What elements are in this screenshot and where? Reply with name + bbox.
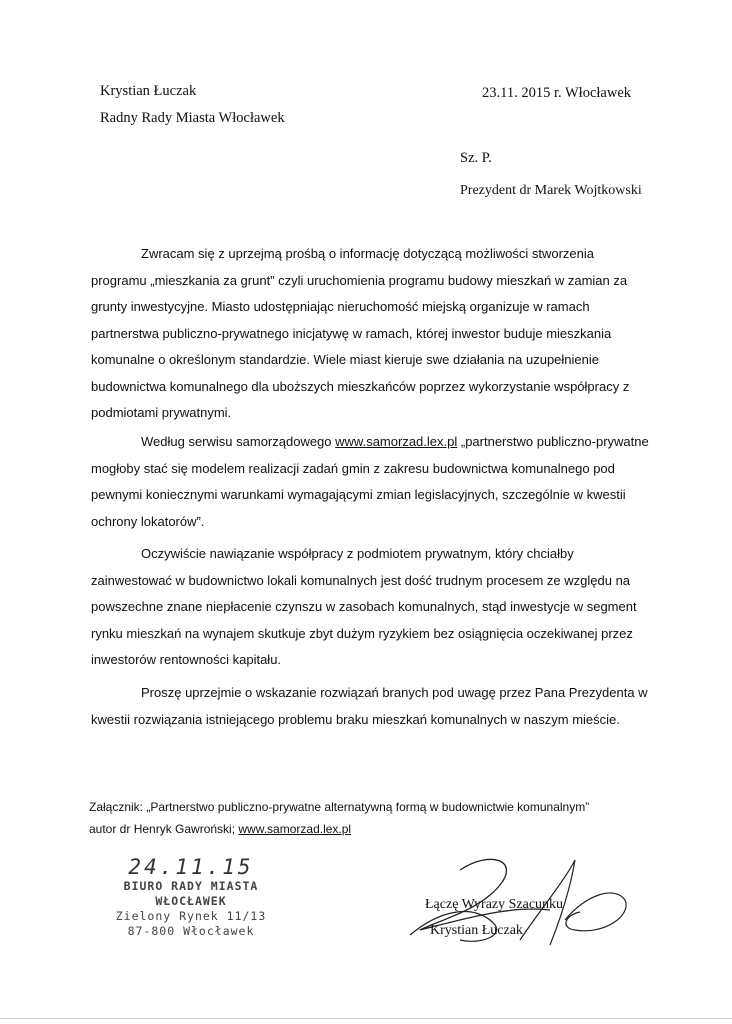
closing-name: Krystian Łuczak	[430, 923, 523, 938]
paragraph-2-text	[91, 429, 651, 535]
recipient: Prezydent dr Marek Wojtkowski	[460, 183, 642, 198]
attachment-note	[89, 796, 689, 840]
attachment-line-1: Załącznik: „Partnerstwo publiczno-prywatne alternatywną formą w budownictwie komunalnym”	[89, 800, 590, 814]
date-place: 23.11. 2015 r. Włocławek	[482, 85, 632, 101]
salutation: Sz. P.	[460, 150, 492, 166]
paragraph-3	[91, 541, 651, 674]
stamp-date: 24.11.15	[128, 855, 254, 879]
paragraph-1-text: Zwracam się z uprzejmą prośbą o informację dotyczącą możliwości stworzenia programu „mieszkania za grunt” czyli uruchomienia programu budowy mieszkań w zamian za grunty inwestycyjne. Miasto udostępniając nieruchomość miejską organizuje w ramach partnerstwa publiczno-prywatnego inicjatywę w ramach, której inwestor buduje mieszkania komunalne o określonym standardzie. Wiele miast kieruje swe działania na uzupełnienie budownictwa komunalnego dla uboższych mieszkańców poprzez wykorzystanie współpracy z podmiotami prywatnymi.	[91, 246, 630, 420]
paragraph-1	[91, 241, 651, 427]
sender-name: Krystian Łuczak	[100, 83, 197, 99]
paragraph-2-intro: Według serwisu samorządowego	[141, 434, 336, 449]
samorzad-link[interactable]: www.samorzad.lex.pl	[335, 434, 458, 449]
stamp-city: 87-800 Włocławek	[127, 924, 255, 938]
attachment-line-2	[89, 818, 689, 840]
office-stamp	[86, 855, 296, 939]
attachment-link[interactable]: www.samorzad.lex.pl	[238, 822, 352, 836]
paragraph-2-quote: „partnerstwo publiczno-prywatne mogłoby stać się modelem realizacji zadań gmin z zakresu budownictwa komunalnego pod pewnymi koniecznymi warunkami wymagającymi zmian legislacyjnych, szczególnie w kwestii ochrony lokatorów”.	[91, 434, 649, 529]
paragraph-2	[91, 429, 651, 535]
bottom-divider	[0, 1018, 732, 1019]
closing-phrase: Łączę Wyrazy Szacunku	[425, 897, 564, 912]
paragraph-3-text: Oczywiście nawiązanie współpracy z podmiotem prywatnym, który chciałby zainwestować w budownictwo lokali komunalnych jest dość trudnym procesem ze względu na powszechne znane niepłacenie czynszu w zasobach komunalnych, stąd inwestycje w segment rynku mieszkań na wynajem skutkuje zbyt dużym ryzykiem bez osiągnięcia oczekiwanej przez inwestorów rentowności kapitału.	[91, 546, 637, 667]
sender-title: Radny Rady Miasta Włocławek	[100, 110, 285, 126]
paragraph-4	[91, 680, 651, 733]
paragraph-4-text: Proszę uprzejmie o wskazanie rozwiązań branych pod uwagę przez Pana Prezydenta w kwestii rozwiązania istniejącego problemu braku mieszkań komunalnych w naszym mieście.	[91, 685, 648, 727]
stamp-street: Zielony Rynek 11/13	[115, 909, 267, 923]
stamp-office: BIURO RADY MIASTA WŁOCŁAWEK	[123, 879, 259, 908]
attachment-author: autor dr Henryk Gawroński;	[89, 822, 239, 836]
